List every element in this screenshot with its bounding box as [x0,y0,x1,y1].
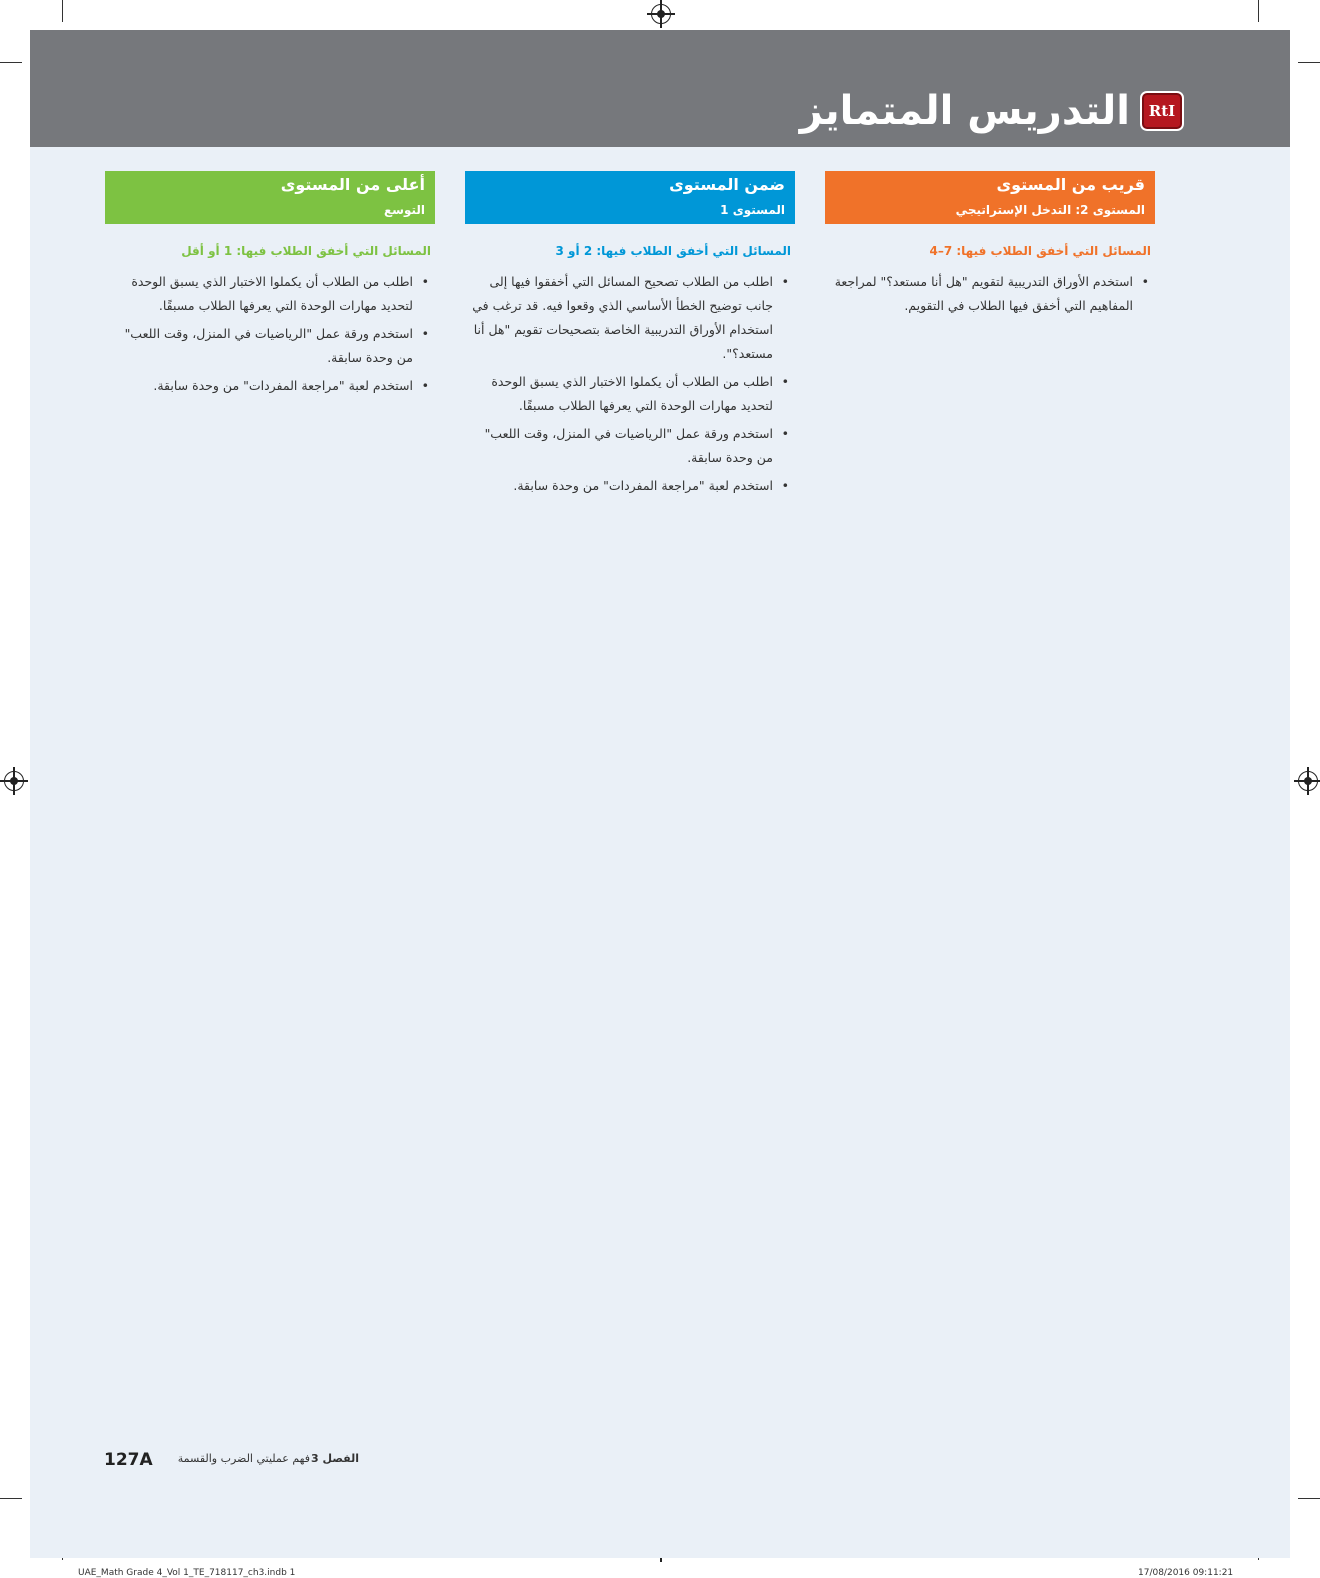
column-subtitle: التوسع [383,203,425,217]
column-beyond-level [105,171,435,402]
list-item: • استخدم ورقة عمل "الرياضيات في المنزل، وقت اللعب" من وحدة سابقة. [109,322,431,370]
registration-mark-icon [4,771,24,791]
date-slug: 17/08/2016 09:11:21 [1138,1568,1234,1578]
chapter-title: فهم عمليتي الضرب والقسمة [177,1452,310,1465]
column-title: أعلى من المستوى [280,175,425,194]
list-item: • استخدم الأوراق التدريبية لتقويم "هل أنا مستعد؟" لمراجعة المفاهيم التي أخفق فيها الطلاب في التقويم. [829,270,1151,318]
list-item: • اطلب من الطلاب أن يكملوا الاختبار الذي يسبق الوحدة لتحديد مهارات الوحدة التي يعرفها الطلاب مسبقًا. [469,370,791,418]
page-title: التدريس المتمايز [799,88,1130,134]
list-item: • استخدم لعبة "مراجعة المفردات" من وحدة سابقة. [469,474,791,498]
column-header [465,171,795,224]
list-item: • استخدم ورقة عمل "الرياضيات في المنزل، وقت اللعب" من وحدة سابقة. [469,422,791,470]
column-approaching-level [825,171,1155,322]
page-number: 127A [104,1450,153,1470]
list-item: • استخدم لعبة "مراجعة المفردات" من وحدة سابقة. [109,374,431,398]
crop-mark [1298,1498,1320,1499]
missed-problems-note: المسائل التي أخفق الطلاب فيها: 1 أو أقل [181,244,431,258]
chapter-label: الفصل 3 [311,1452,359,1465]
column-header [825,171,1155,224]
column-header [105,171,435,224]
column-on-level [465,171,795,502]
title-group [800,88,1184,134]
crop-mark [62,0,63,22]
crop-mark [1258,0,1259,22]
list-item: • اطلب من الطلاب أن يكملوا الاختبار الذي يسبق الوحدة لتحديد مهارات الوحدة التي يعرفها الطلاب مسبقًا. [109,270,431,318]
registration-mark-icon [1298,771,1318,791]
missed-problems-note: المسائل التي أخفق الطلاب فيها: 7–4 [929,244,1151,258]
list-item: • اطلب من الطلاب تصحيح المسائل التي أخفقوا فيها إلى جانب توضيح الخطأ الأساسي الذي وقعوا فيه. قد ترغب في استخدام الأوراق التدريبية الخاصة بتصحيحات تقويم "هل أنا مستعد؟". [469,270,791,366]
column-subtitle: المستوى 2: التدخل الإستراتيجي [955,203,1145,217]
strategy-list [105,270,435,398]
column-title: قريب من المستوى [996,175,1145,194]
strategy-list [465,270,795,498]
column-subtitle: المستوى 1 [720,203,785,217]
missed-problems-note: المسائل التي أخفق الطلاب فيها: 2 أو 3 [555,244,791,258]
rti-badge-icon: RtI [1140,91,1184,131]
crop-mark [0,62,22,63]
crop-mark [1298,62,1320,63]
file-slug: UAE_Math Grade 4_Vol 1_TE_718117_ch3.indb 1 [78,1568,296,1578]
strategy-list [825,270,1155,318]
column-title: ضمن المستوى [669,175,785,194]
crop-mark [0,1498,22,1499]
registration-mark-icon [651,4,671,24]
